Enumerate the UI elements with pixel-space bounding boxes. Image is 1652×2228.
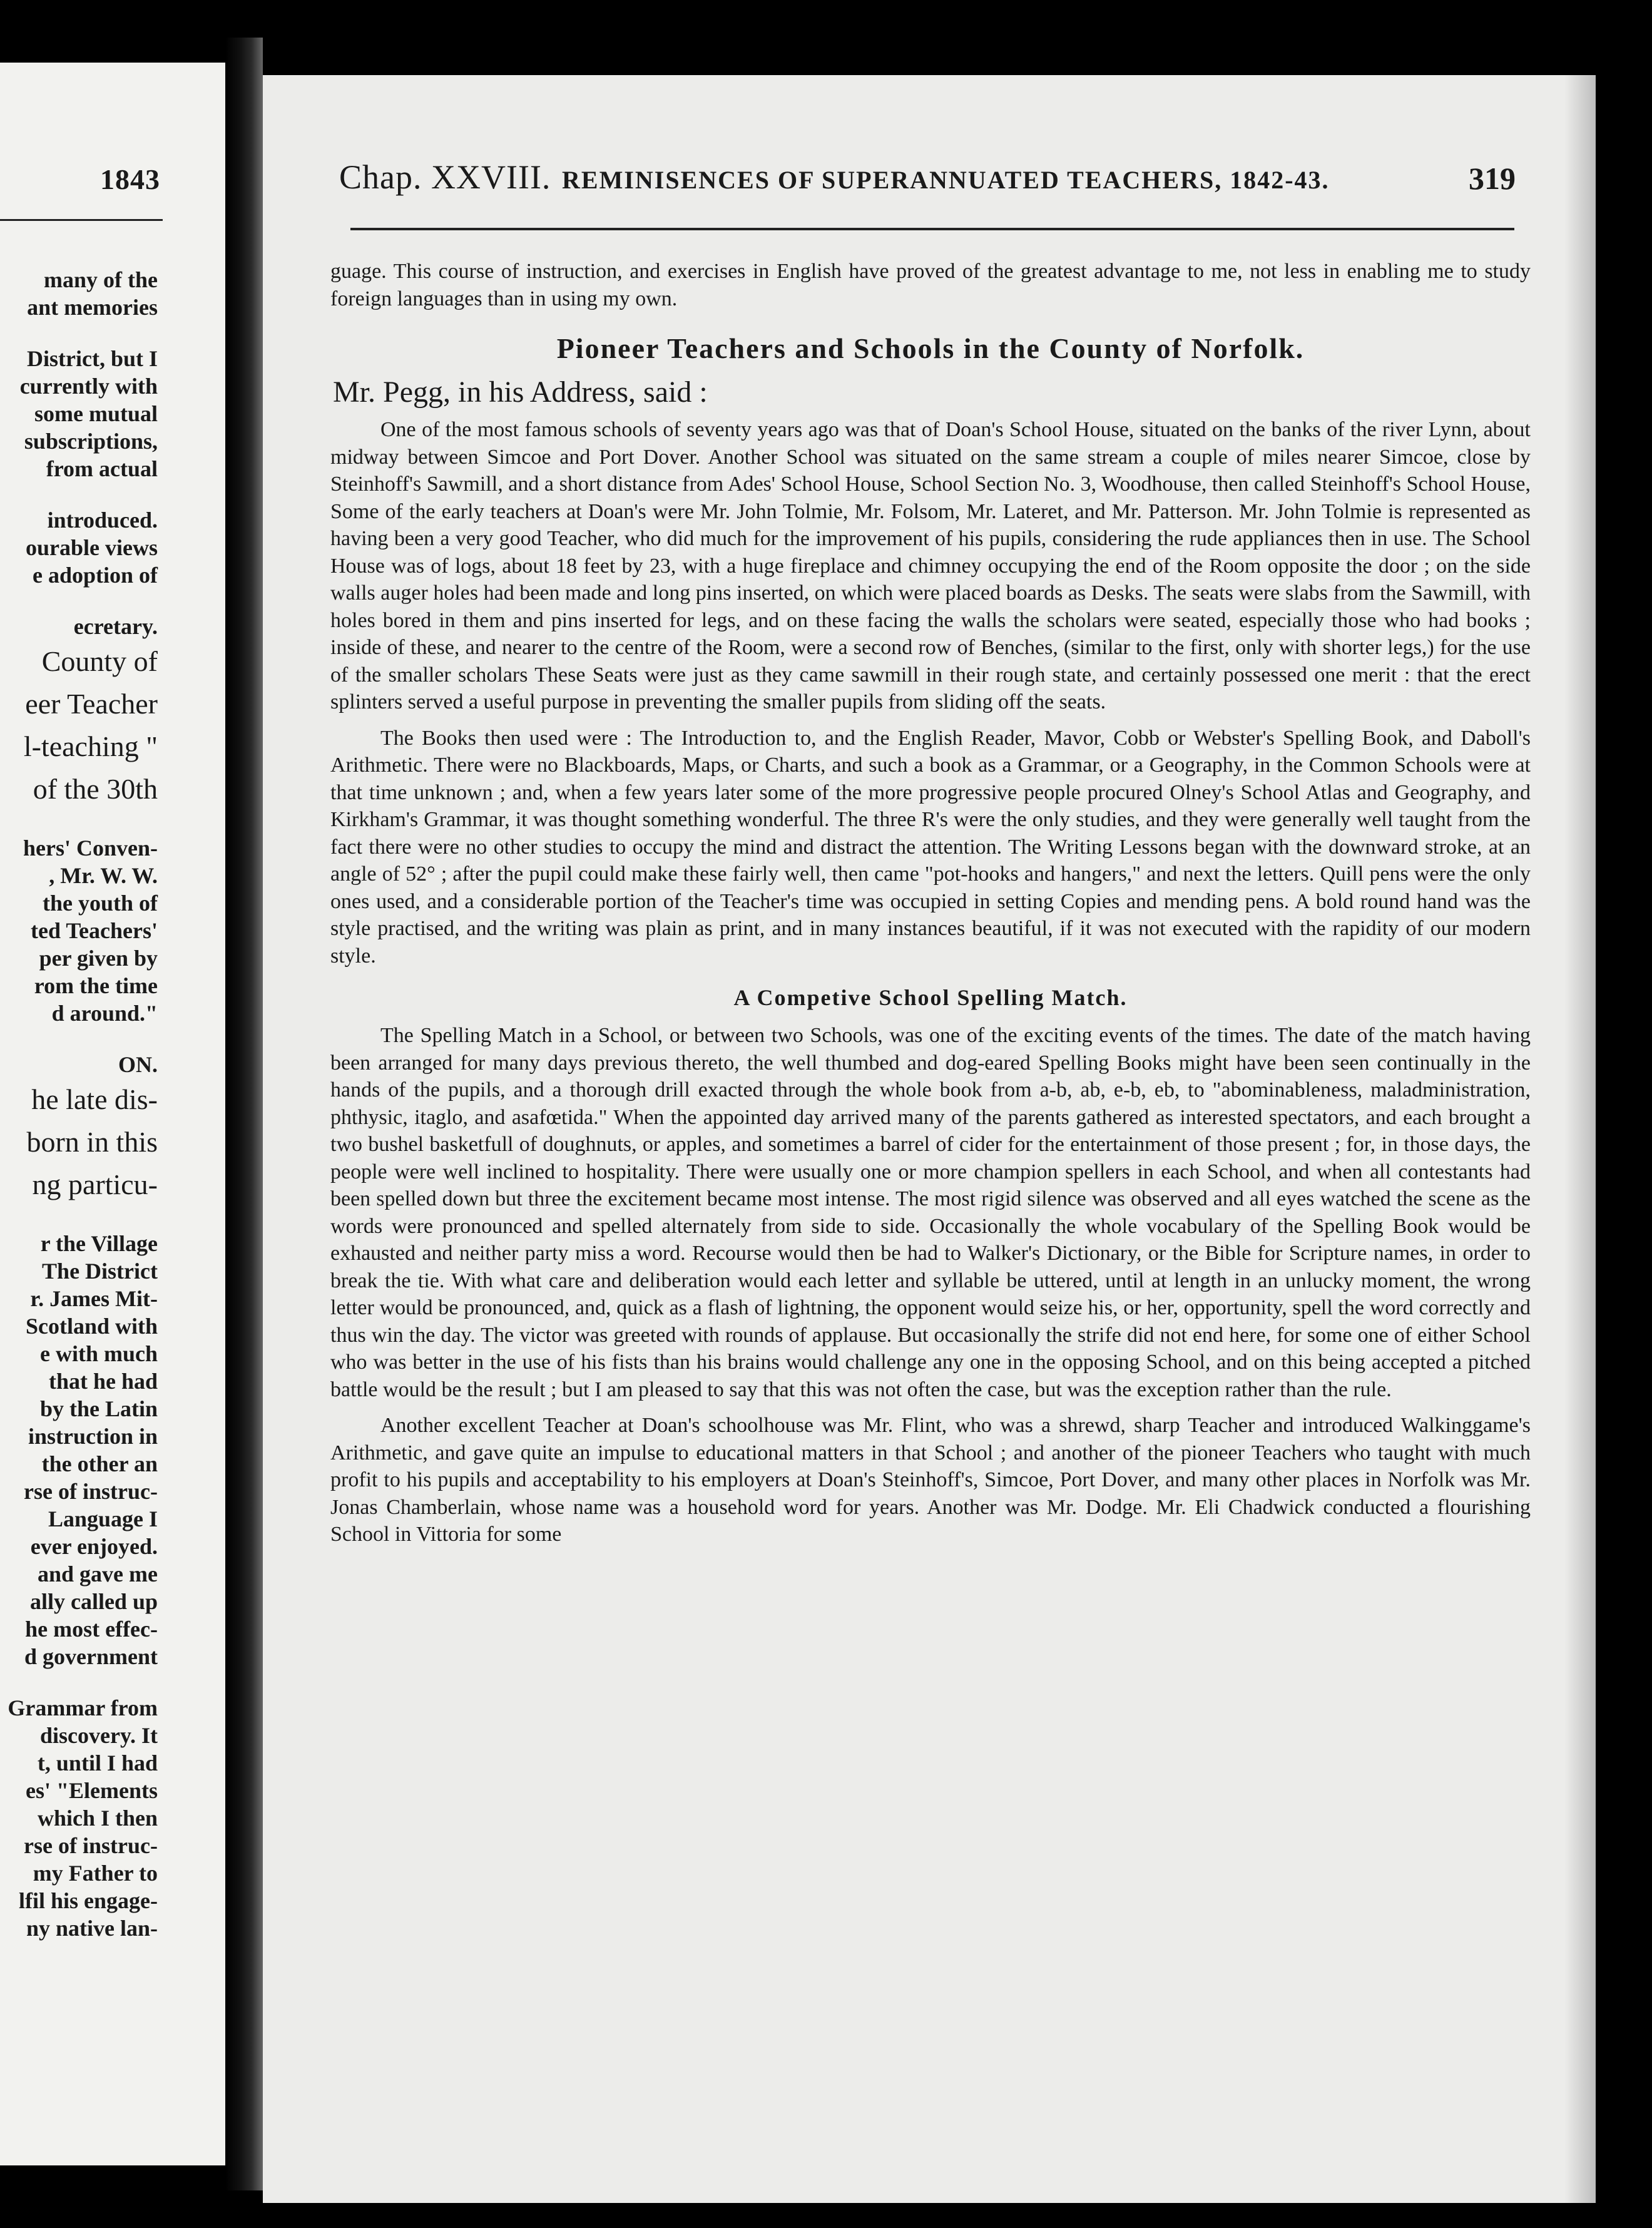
left-page-line: lfil his engage- xyxy=(19,1888,158,1913)
section-heading: Pioneer Teachers and Schools in the County of Norfolk. xyxy=(556,332,1305,364)
body-paragraph: One of the most famous schools of seventy years ago was that of Doan's School House, situated on the banks of the river Lynn, about midway between Simcoe and Port Dover. Another School was situated on the same stream a couple of miles nearer Simcoe, close by Steinhoff's Sawmill, and a short distance from Ades' School House, School Section No. 3, Woodhouse, then called Steinhoff's School House, Some of the early teachers at Doan's were Mr. John Tolmie, Mr. Folsom, Mr. Lateret, and Mr. Patterson. Mr. John Tolmie is represented as having been a very good Teacher, who did much for the improvement of his pupils, considering the rude appliances then in use. The School House was of logs, about 18 feet by 23, with a huge fireplace and chimney occupying the end of the Room opposite the door ; on the side walls auger holes had been made and long pins inserted, on which were placed boards as Desks. The seats were slabs from the Sawmill, with holes bored in them and pins inserted for legs, and on these facing the walls the scholars were seated, especially those who had books ; inside of these, and nearer to the centre of the Room, were a second row of Benches, (similar to the first, only with shorter legs,) for the use of the smaller scholars These Seats were just as they came sawmill in their rough state, and certainly possessed one merit : that the erect splinters served a useful purpose in preventing the smaller pupils from sliding off the seats. xyxy=(330,418,1531,713)
left-page-line: , Mr. W. W. xyxy=(49,863,158,888)
continuation-paragraph: guage. This course of instruction, and exercises in English have proved of the greatest advantage to me, not less in enabling me to study foreign languages than in using my own. xyxy=(330,260,1531,310)
left-page-line: he most effec- xyxy=(25,1617,158,1642)
left-page-line: rse of instruc- xyxy=(24,1833,158,1858)
page-edge xyxy=(1564,75,1596,2203)
running-title: REMINISENCES OF SUPERANNUATED TEACHERS, 1842-43. xyxy=(562,166,1330,194)
left-page-line: hers' Conven- xyxy=(23,835,158,861)
left-page-line: some mutual xyxy=(34,401,158,426)
left-page-line: and gave me xyxy=(38,1561,158,1587)
left-page-line: The District xyxy=(42,1259,158,1284)
left-page-line: ON. xyxy=(118,1052,158,1077)
left-page-line: currently with xyxy=(19,374,158,399)
running-head xyxy=(339,158,1516,202)
left-page-rule xyxy=(0,219,163,221)
body-paragraph: Another excellent Teacher at Doan's schoolhouse was Mr. Flint, who was a shrewd, sharp Teacher and introduced Walkinggame's Arithmetic, and gave quite an impulse to educational matters in that School ; and another of the pioneer Teachers who taught with much profit to his pupils and acceptability to his employers at Doan's Steinhoff's, Simcoe, Port Dover, and many other places in Norfolk was Mr. Jonas Chamberlain, whose name was a household word for years. Another was Mr. Dodge. Mr. Eli Chadwick conducted a flourishing School in Vittoria for some xyxy=(330,1414,1531,1546)
left-page-line: County of xyxy=(41,645,158,677)
address-intro: Mr. Pegg, in his Address, said : xyxy=(333,376,708,409)
left-page-line: per given by xyxy=(39,946,158,971)
left-page-line: ecretary. xyxy=(73,614,158,639)
left-page-line: my Father to xyxy=(33,1861,158,1886)
left-page-line: Language I xyxy=(48,1506,158,1531)
left-page-line: ally called up xyxy=(29,1589,158,1614)
right-page xyxy=(263,75,1596,2203)
chapter-label: Chap. XXVIII. xyxy=(339,158,551,196)
left-page-line: ted Teachers' xyxy=(31,918,158,943)
left-page-line: born in this xyxy=(26,1126,158,1158)
left-page-line: he late dis- xyxy=(31,1083,158,1115)
left-page-line: es' "Elements xyxy=(26,1778,158,1803)
left-page-line: subscriptions, xyxy=(24,429,158,454)
left-page-line: that he had xyxy=(48,1369,158,1394)
left-page-line: eer Teacher xyxy=(25,688,158,720)
left-page-line: instruction in xyxy=(28,1424,158,1449)
body-paragraph: The Spelling Match in a School, or between two Schools, was one of the exciting events of the times. The date of the match having been arranged for many days previous thereto, the well thumbed and dog-eared Spelling Books might have been seen continually in the hands of the pupils, and a thorough drill exacted through the whole book from a-b, ab, e-b, eb, to "abominableness, maladministration, phthysic, itaglo, and asafœtida." When the appointed day arrived many of the parents gathered as interested spectators, and each brought a two bushel basketfull of doughnuts, or apples, and sometimes a barrel of cider for the entertainment of those present ; for, in those days, the people were well inclined to hospitality. There were usually one or more champion spellers in each School, and when all contestants had been spelled down but three the excitement became most intense. The most rigid silence was observed and all eyes watched the scene as the words were pronounced and spelled alternately from side to side. Occasionally the whole vocabulary of the Spelling Book would be exhausted and neither party miss a word. Recourse would then be had to Walker's Dictionary, or the Bible for Scripture names, in order to break the tie. With what care and deliberation would each letter and syllable be uttered, until at length in an unlucky moment, the wrong letter would be pronounced, and, quick as a flash of lightning, the opponent would seize his, or her, opportunity, spell the word correctly and thus win the day. The victor was greeted with rounds of applause. But occasionally the strife did not end here, for some one of either School who was better in the use of his fists than his brains would challenge any one in the opposing School, and on this being accepted a pitched battle would be the result ; but I am pleased to say that this was not often the case, but was the exception rather than the rule. xyxy=(330,1024,1531,1401)
left-page-line: the other an xyxy=(41,1451,158,1476)
left-page-line: from actual xyxy=(46,456,158,481)
left-page-year: 1843 xyxy=(100,163,160,195)
left-page-line: District, but I xyxy=(27,346,158,371)
left-page-line: rom the time xyxy=(34,973,158,998)
section-paragraphs xyxy=(330,416,1531,969)
left-page-line: introduced. xyxy=(47,508,158,533)
left-page-line: e with much xyxy=(40,1341,158,1366)
left-page-line: r. James Mit- xyxy=(30,1286,158,1311)
left-page-line: d around." xyxy=(51,1001,158,1026)
left-page-line: by the Latin xyxy=(39,1396,158,1421)
subsection-paragraphs xyxy=(330,1022,1531,1548)
book-gutter xyxy=(225,38,263,2190)
left-page-line: Grammar from xyxy=(8,1695,158,1720)
left-page-line: ever enjoyed. xyxy=(30,1534,158,1559)
left-page-line: d government xyxy=(24,1644,158,1669)
left-page-line: many of the xyxy=(44,267,158,292)
left-page-line: r the Village xyxy=(40,1231,158,1256)
header-rule xyxy=(350,228,1514,230)
left-page-line: discovery. It xyxy=(40,1723,158,1748)
left-page-line: of the 30th xyxy=(33,773,158,805)
left-page-line: ny native lan- xyxy=(26,1916,158,1941)
left-page-line: ng particu- xyxy=(32,1168,158,1200)
left-page-line: ourable views xyxy=(26,535,158,560)
left-page-line: the youth of xyxy=(42,891,158,916)
left-page xyxy=(0,63,225,2165)
left-page-line: ant memories xyxy=(27,295,158,320)
left-page-line: t, until I had xyxy=(37,1750,158,1776)
left-page-text xyxy=(0,266,158,1942)
left-page-line: which I then xyxy=(37,1806,158,1831)
left-page-line: rse of instruc- xyxy=(24,1479,158,1504)
page-content xyxy=(330,258,1531,1548)
left-page-line: Scotland with xyxy=(25,1314,158,1339)
subsection-heading: A Competive School Spelling Match. xyxy=(733,985,1128,1010)
page-number: 319 xyxy=(1469,161,1516,196)
left-page-line: e adoption of xyxy=(32,563,158,588)
left-page-line: l-teaching " xyxy=(23,730,158,762)
body-paragraph: The Books then used were : The Introduction to, and the English Reader, Mavor, Cobb or Webster's Spelling Book, and Daboll's Arithmetic. There were no Blackboards, Maps, or Charts, and such a book as a Grammar, or a Geography, in the Common Schools were at that time unknown ; and, when a few years later some of the more progressive people procured Olney's School Atlas and Geography, and Kirkham's Grammar, it was thought something wonderful. The three R's were the only studies, and they were generally well taught from the fact there were no other studies to occupy the mind and distract the attention. The Writing Lessons began with the downward stroke, at an angle of 52° ; after the pupil could make these fairly well, then came "pot-hooks and hangers," and next the letters. Quill pens were the only ones used, and a considerable portion of the Teacher's time was occupied in setting Copies and mending pens. A bold round hand was the style practised, and the writing was plain as print, and in many instances beautiful, if it was not executed with the rapidity of our modern style. xyxy=(330,726,1531,968)
